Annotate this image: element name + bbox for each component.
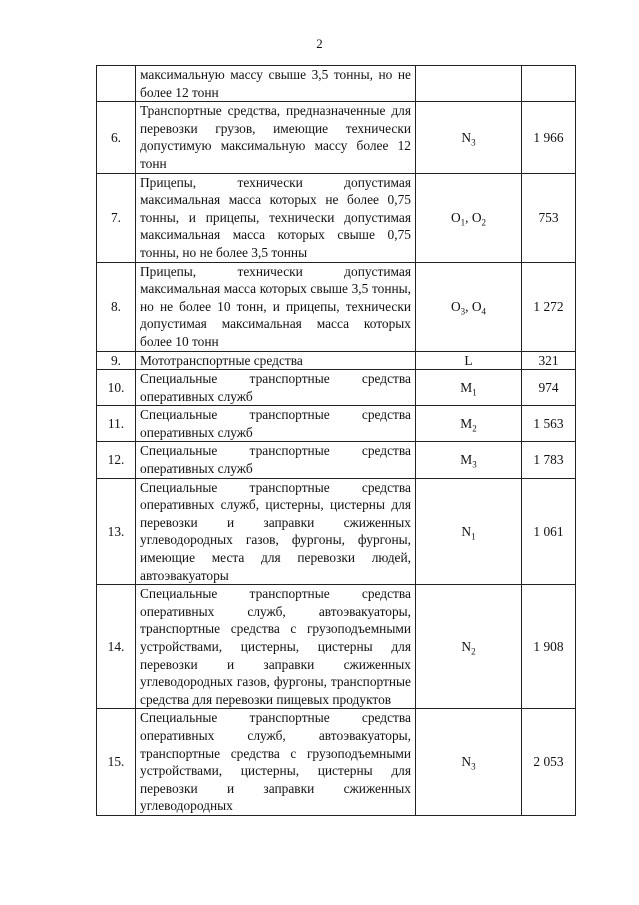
row-description: Прицепы, технически допустимая максимальная масса которых свыше 3,5 тонны, но не более 10 тонн, и прицепы, технически допустимая максимальная масса которых более 10 тонн <box>136 262 416 351</box>
category-subscript: 2 <box>481 217 487 228</box>
row-category <box>416 709 522 816</box>
row-description: Мототранспортные средства <box>136 351 416 370</box>
row-value: 1 272 <box>522 262 576 351</box>
row-description: Специальные транспортные средства оперативных служб, цистерны, цистерны для перевозки и заправки сжиженных углеводородных газов, фургоны, фургоны, имеющие места для перевозки людей, автоэвакуаторы <box>136 478 416 585</box>
category-letter: M <box>460 452 473 468</box>
row-number: 8. <box>97 262 136 351</box>
table-row <box>97 709 576 816</box>
row-number: 11. <box>97 406 136 442</box>
row-description: Транспортные средства, предназначенные для перевозки грузов, имеющие технически допустимую максимальную массу более 12 тонн <box>136 102 416 173</box>
table-row <box>97 102 576 173</box>
table-row <box>97 585 576 709</box>
row-description: максимальную массу свыше 3,5 тонны, но не более 12 тонн <box>136 66 416 102</box>
category-letter: O <box>450 209 461 225</box>
table-row <box>97 370 576 406</box>
row-number: 13. <box>97 478 136 585</box>
row-category <box>416 442 522 478</box>
category-letter: N <box>461 754 472 770</box>
row-value: 1 908 <box>522 585 576 709</box>
row-value: 321 <box>522 351 576 370</box>
row-category <box>416 351 522 370</box>
row-value: 1 783 <box>522 442 576 478</box>
row-description: Специальные транспортные средства оперативных служб <box>136 442 416 478</box>
category-subscript: 3 <box>471 137 476 148</box>
category-letter: O <box>450 298 461 314</box>
category-letter: L <box>464 352 473 368</box>
row-category: $O_3$, $O_4$ <box>416 262 522 351</box>
row-description: Специальные транспортные средства оперативных служб <box>136 370 416 406</box>
category-letter: N <box>461 523 472 539</box>
category-subscript: 2 <box>471 646 476 657</box>
table-row <box>97 442 576 478</box>
table-row <box>97 173 576 262</box>
row-category <box>416 585 522 709</box>
row-value: 1 061 <box>522 478 576 585</box>
table-row <box>97 351 576 370</box>
table-row <box>97 478 576 585</box>
table-row <box>97 66 576 102</box>
row-category: $O_1$, $O_2$ <box>416 173 522 262</box>
table-row <box>97 406 576 442</box>
row-category <box>416 370 522 406</box>
row-category <box>416 102 522 173</box>
row-value <box>522 66 576 102</box>
table-row <box>97 262 576 351</box>
page-number: 2 <box>316 36 323 51</box>
category-letter: M <box>460 379 473 395</box>
category-subscript: 1 <box>472 387 477 398</box>
category-letter: N <box>461 639 472 654</box>
category-subscript: 3 <box>460 306 466 317</box>
table-body <box>97 66 576 816</box>
row-number: 15. <box>97 709 136 816</box>
category-subscript: 3 <box>471 762 476 773</box>
row-category <box>416 478 522 585</box>
row-category <box>416 66 522 102</box>
row-number: 10. <box>97 370 136 406</box>
row-value: 2 053 <box>522 709 576 816</box>
category-letter: O <box>471 298 482 314</box>
row-number: 7. <box>97 173 136 262</box>
row-number: 9. <box>97 351 136 370</box>
row-number: 12. <box>97 442 136 478</box>
row-description: Специальные транспортные средства оперативных служб <box>136 406 416 442</box>
row-description: Прицепы, технически допустимая максимальная масса которых не более 0,75 тонны, и прицепы, технически допустимая максимальная масса которых свыше 0,75 тонны, но не более 3,5 тонны <box>136 173 416 262</box>
tariff-table <box>96 65 576 816</box>
row-value: 753 <box>522 173 576 262</box>
category-subscript: 2 <box>472 423 477 434</box>
category-letter: M <box>460 416 473 432</box>
row-value: 1 563 <box>522 406 576 442</box>
category-subscript: 1 <box>460 217 466 228</box>
row-number: 14. <box>97 585 136 709</box>
row-number <box>97 66 136 102</box>
row-number: 6. <box>97 102 136 173</box>
category-subscript: 3 <box>472 459 477 470</box>
row-category <box>416 406 522 442</box>
row-value: 974 <box>522 370 576 406</box>
category-subscript: 4 <box>481 306 487 317</box>
category-subscript: 1 <box>471 531 476 542</box>
row-value: 1 966 <box>522 102 576 173</box>
row-description: Специальные транспортные средства оперативных служб, автоэвакуаторы, транспортные средства с грузоподъемными устройствами, цистерны, цистерны для перевозки и заправки сжиженных углеводородных газов, фургоны, транспортные средства для перевозки пищевых продуктов <box>136 585 416 709</box>
category-letter: N <box>461 129 472 145</box>
category-letter: O <box>471 209 482 225</box>
row-description: Специальные транспортные средства оперативных служб, автоэвакуаторы, транспортные средства с грузоподъемными устройствами, цистерны, цистерны для перевозки и заправки сжиженных углеводородных <box>136 709 416 816</box>
